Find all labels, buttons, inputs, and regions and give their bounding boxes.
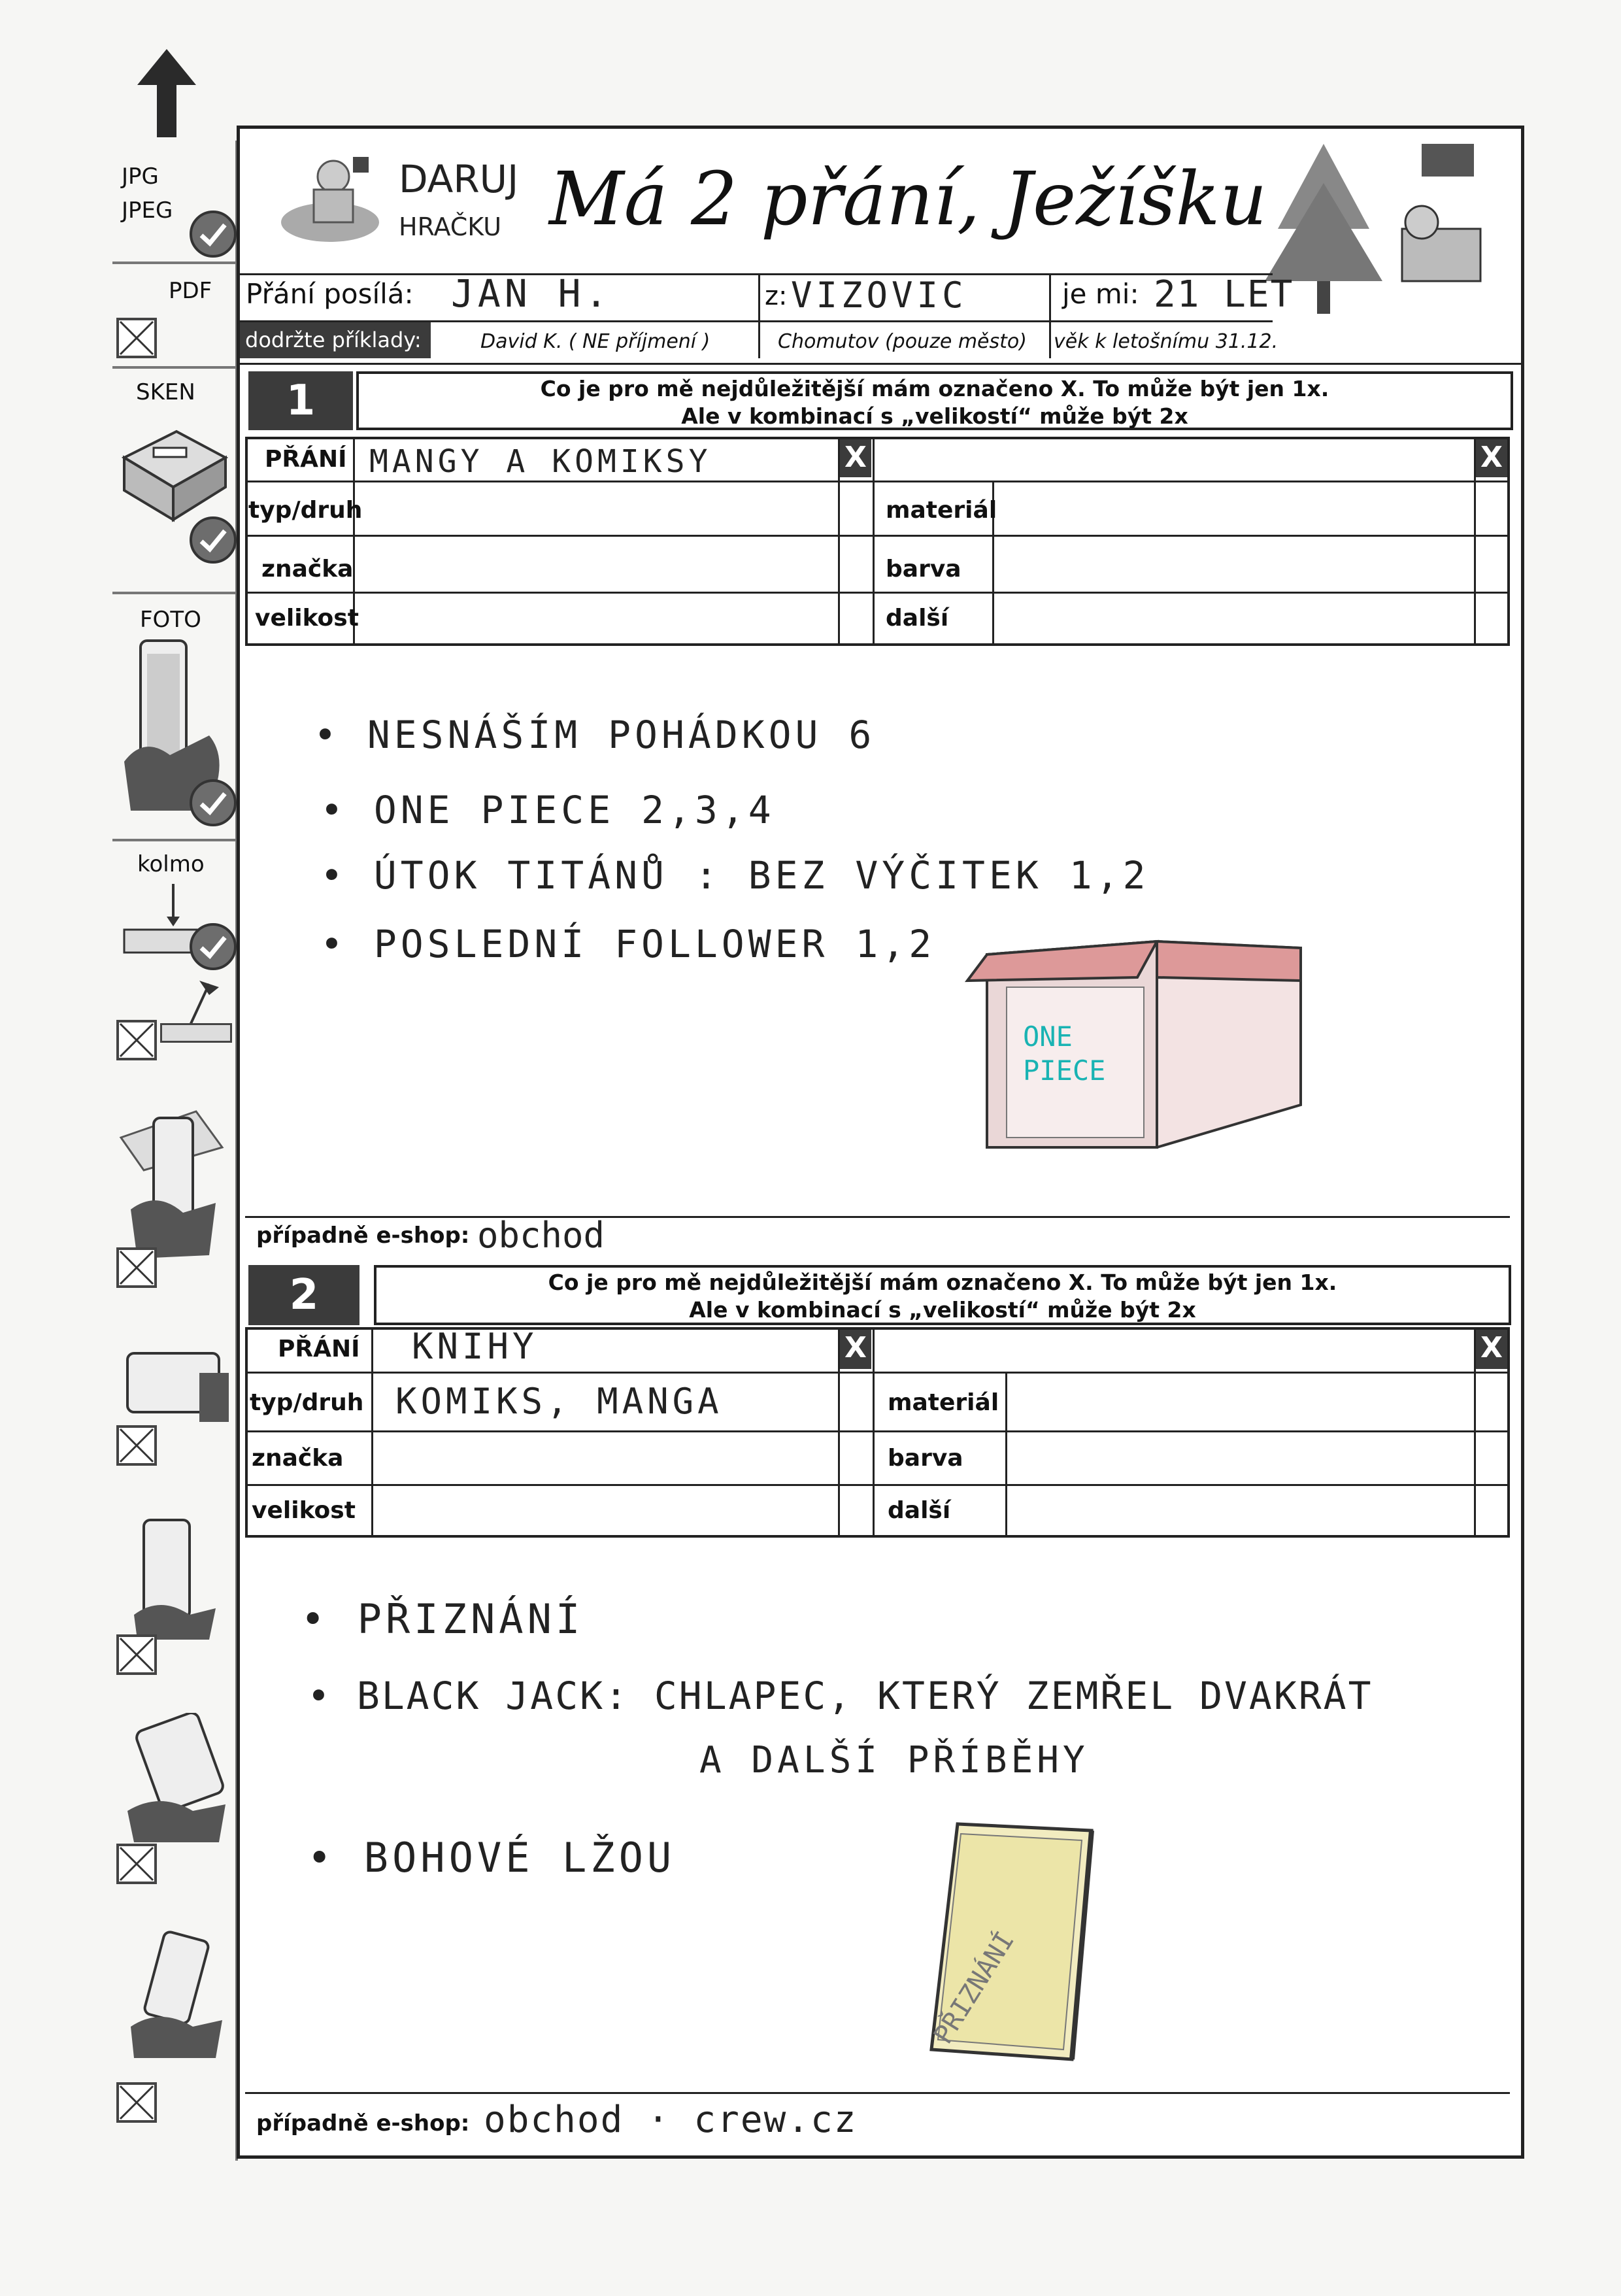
example-city: Chomutov (pouze město) (778, 330, 1027, 353)
jpg-check-icon[interactable] (190, 211, 237, 258)
wish1-note-1: • NESNÁŠÍM POHÁDKOU 6 (314, 713, 876, 757)
book-drawing-text: PŘIZNÁNÍ (928, 1926, 1021, 2050)
wish2-type-value[interactable]: KOMIKS, MANGA (395, 1381, 723, 1422)
wish1-type-label: typ/druh (248, 497, 363, 524)
kolmo-check-icon[interactable] (190, 923, 237, 970)
age-label: je mi: (1062, 278, 1139, 310)
angled-doc-icon (160, 1023, 232, 1043)
wish1-other-label: další (886, 605, 949, 632)
page-title: Má 2 přání, Ježíšku (549, 157, 1267, 242)
up-arrow-icon (137, 49, 196, 137)
wish2-note-1: • PŘIZNÁNÍ (301, 1595, 584, 1643)
tilt-x-box[interactable] (116, 1844, 157, 1884)
angled-x-box[interactable] (116, 1020, 157, 1060)
sender-label: Přání posílá: (246, 278, 414, 310)
wish1-notice-line2: Ale v kombinací s „velikostí“ může být 2x (681, 403, 1188, 429)
landscape-x-box[interactable] (116, 1425, 157, 1466)
wish2-notice-line2: Ale v kombinací s „velikostí“ může být 2x (689, 1297, 1196, 1323)
wish2-number: 2 (248, 1265, 359, 1325)
wish1-note-4: • POSLEDNÍ FOLLOWER 1,2 (320, 922, 936, 966)
wish1-notice-box (356, 371, 1513, 430)
sken-label: SKEN (136, 379, 195, 405)
wish1-left-x-mark[interactable]: X (840, 439, 871, 477)
wish1-brand-label: značka (261, 556, 354, 582)
from-value[interactable]: VIZOVIC (791, 275, 967, 316)
wish2-type-label: typ/druh (250, 1389, 364, 1416)
examples-label: dodržte příklady: (240, 322, 431, 358)
logo-icon (275, 144, 379, 248)
side-x-box[interactable] (116, 2082, 157, 2123)
jpeg-label: JPEG (122, 197, 173, 224)
wish2-material-label: materiál (888, 1389, 999, 1416)
wish2-color-label: barva (888, 1445, 963, 1472)
sender-value[interactable]: JAN H. (451, 271, 612, 316)
wish1-wish-label: PŘÁNÍ (265, 446, 347, 473)
wish2-notice-box (374, 1265, 1511, 1325)
dark-x-box[interactable] (116, 1634, 157, 1675)
phone-angle-x-box[interactable] (116, 1247, 157, 1288)
wish2-right-x-mark[interactable]: X (1476, 1330, 1507, 1369)
wish1-eshop-value[interactable]: obchod (477, 1215, 605, 1256)
logo-text-hracku: HRAČKU (399, 212, 502, 241)
wish1-material-label: materiál (886, 497, 997, 524)
wish1-right-x-mark[interactable]: X (1476, 439, 1507, 477)
phone-tilt-icon (121, 1713, 232, 1844)
wish2-note-2: • BLACK JACK: CHLAPEC, KTERÝ ZEMŘEL DVAKRÁT (307, 1674, 1373, 1718)
wish2-eshop-value[interactable]: obchod · crew.cz (484, 2099, 858, 2141)
wish1-color-label: barva (886, 556, 961, 582)
phone-angle-icon (118, 1098, 229, 1262)
logo-text-daruj: DARUJ (399, 157, 519, 201)
wish1-note-3: • ÚTOK TITÁNŮ : BEZ VÝČITEK 1,2 (320, 853, 1150, 898)
wish1-wish-value[interactable]: MANGY A KOMIKSY (369, 443, 712, 480)
wish1-eshop-label: případně e-shop: (256, 1223, 470, 1249)
wish2-notice-line1: Co je pro mě nejdůležitější mám označeno X. To může být jen 1x. (548, 1270, 1337, 1295)
scanner-icon (118, 412, 229, 523)
wish2-wish-label: PŘÁNÍ (278, 1336, 360, 1362)
wish2-eshop-label: případně e-shop: (256, 2110, 470, 2136)
example-name: David K. ( NE příjmení ) (480, 330, 710, 353)
from-label: z: (765, 281, 788, 311)
wish1-size-label: velikost (255, 605, 359, 632)
pdf-x-box[interactable] (116, 318, 157, 358)
phone-dark-icon (131, 1517, 222, 1641)
wish2-other-label: další (888, 1497, 951, 1524)
christmas-illustration (1265, 131, 1500, 327)
scan-check-icon[interactable] (190, 516, 237, 564)
wish1-note-2: • ONE PIECE 2,3,4 (320, 788, 775, 832)
example-age: věk k letošnímu 31.12. (1054, 330, 1278, 353)
pdf-label: PDF (169, 278, 212, 304)
phone-side-icon (127, 1929, 226, 2059)
phone-landscape-icon (121, 1347, 232, 1425)
wish2-wish-value[interactable]: KNIHY (412, 1326, 538, 1367)
wish2-size-label: velikost (252, 1497, 356, 1524)
box-drawing-text: ONE PIECE (1023, 1021, 1106, 1087)
box-drawing (961, 928, 1314, 1164)
foto-check-icon[interactable] (190, 779, 237, 826)
foto-label: FOTO (140, 607, 201, 633)
kolmo-label: kolmo (137, 851, 205, 877)
wish1-notice-line1: Co je pro mě nejdůležitější mám označeno X. To může být jen 1x. (540, 376, 1329, 401)
wish1-number: 1 (248, 371, 353, 430)
wish2-note-3: A DALŠÍ PŘÍBĚHY (699, 1739, 1089, 1781)
age-value[interactable]: 21 LET (1154, 273, 1294, 316)
jpg-label: JPG (122, 163, 159, 190)
wish2-brand-label: značka (252, 1445, 344, 1472)
wish2-left-x-mark[interactable]: X (840, 1330, 871, 1369)
wish2-note-4: • BOHOVÉ LŽOU (307, 1834, 676, 1882)
